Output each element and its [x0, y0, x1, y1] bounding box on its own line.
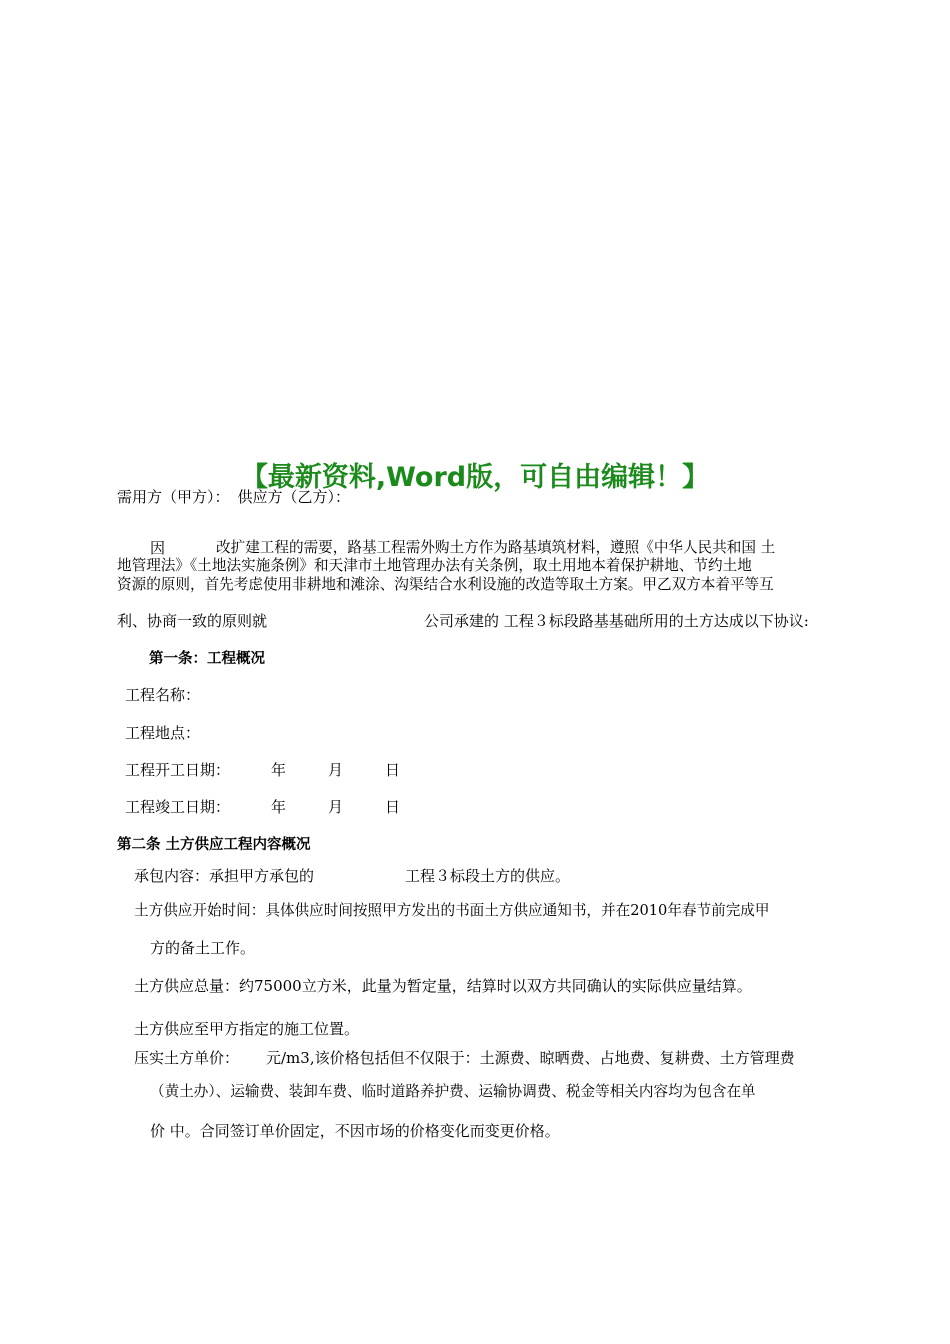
start-day-label: 日 — [385, 761, 401, 779]
contract-content-b: 工程３标段土方的供应。 — [405, 867, 571, 885]
start-year-label: 年 — [271, 761, 287, 779]
start-date-label: 工程开工日期： — [125, 761, 231, 779]
intro-line-1b: 改扩建工程的需要，路基工程需外购土方作为路基填筑材料，遵照《中华人民共和国 土 — [216, 539, 776, 556]
intro-line-4b: 公司承建的 工程３标段路基基础所用的土方达成以下协议: — [424, 612, 809, 630]
project-name-label: 工程名称： — [125, 686, 201, 704]
supply-start-line-2: 方的备土工作。 — [150, 939, 256, 957]
start-month-label: 月 — [328, 761, 344, 779]
end-year-label: 年 — [271, 798, 287, 816]
intro-line-3: 资源的原则，首先考虑使用非耕地和滩涂、沟渠结合水利设施的改造等取土方案。甲乙双方本着平等互 — [117, 576, 774, 593]
end-day-label: 日 — [385, 798, 401, 816]
unit-price-line-2: （黄土办）、运输费、装卸车费、临时道路养护费、运输协调费、税金等相关内容均为包含在单 — [150, 1083, 756, 1100]
supplier-label: 供应方（乙方）： — [237, 488, 351, 506]
contract-content-a: 承包内容：承担甲方承包的 — [134, 867, 315, 885]
intro-line-4a: 利、协商一致的原则就 — [117, 612, 268, 630]
end-date-label: 工程竣工日期： — [125, 798, 231, 816]
unit-price-line-1: 元/m3,该价格包括但不仅限于：土源费、晾晒费、占地费、复耕费、土方管理费 — [266, 1049, 795, 1067]
document-banner: 【最新资料,Word版，可自由编辑！】 — [240, 462, 710, 493]
buyer-label: 需用方（甲方）： — [117, 488, 230, 506]
unit-price-label: 压实土方单价： — [134, 1049, 240, 1067]
supply-location: 土方供应至甲方指定的施工位置。 — [134, 1020, 360, 1038]
supply-start-line-1: 土方供应开始时间：具体供应时间按照甲方发出的书面土方供应通知书，并在2010年春节前完成甲 — [134, 902, 770, 919]
intro-line-1a: 因 — [150, 539, 166, 557]
intro-line-2: 地管理法》《土地法实施条例》和天津市土地管理办法有关条例，取土用地本着保护耕地、节约土地 — [117, 557, 752, 574]
project-location-label: 工程地点： — [125, 724, 201, 742]
end-month-label: 月 — [328, 798, 344, 816]
supply-total: 土方供应总量：约75000立方米，此量为暂定量，结算时以双方共同确认的实际供应量结算。 — [134, 977, 752, 995]
article1-title: 第一条：工程概况 — [149, 651, 265, 667]
parties-line — [117, 490, 350, 505]
article2-title: 第二条 土方供应工程内容概况 — [117, 837, 311, 853]
unit-price-line-3: 价 中。合同签订单价固定，不因市场的价格变化而变更价格。 — [150, 1122, 560, 1140]
